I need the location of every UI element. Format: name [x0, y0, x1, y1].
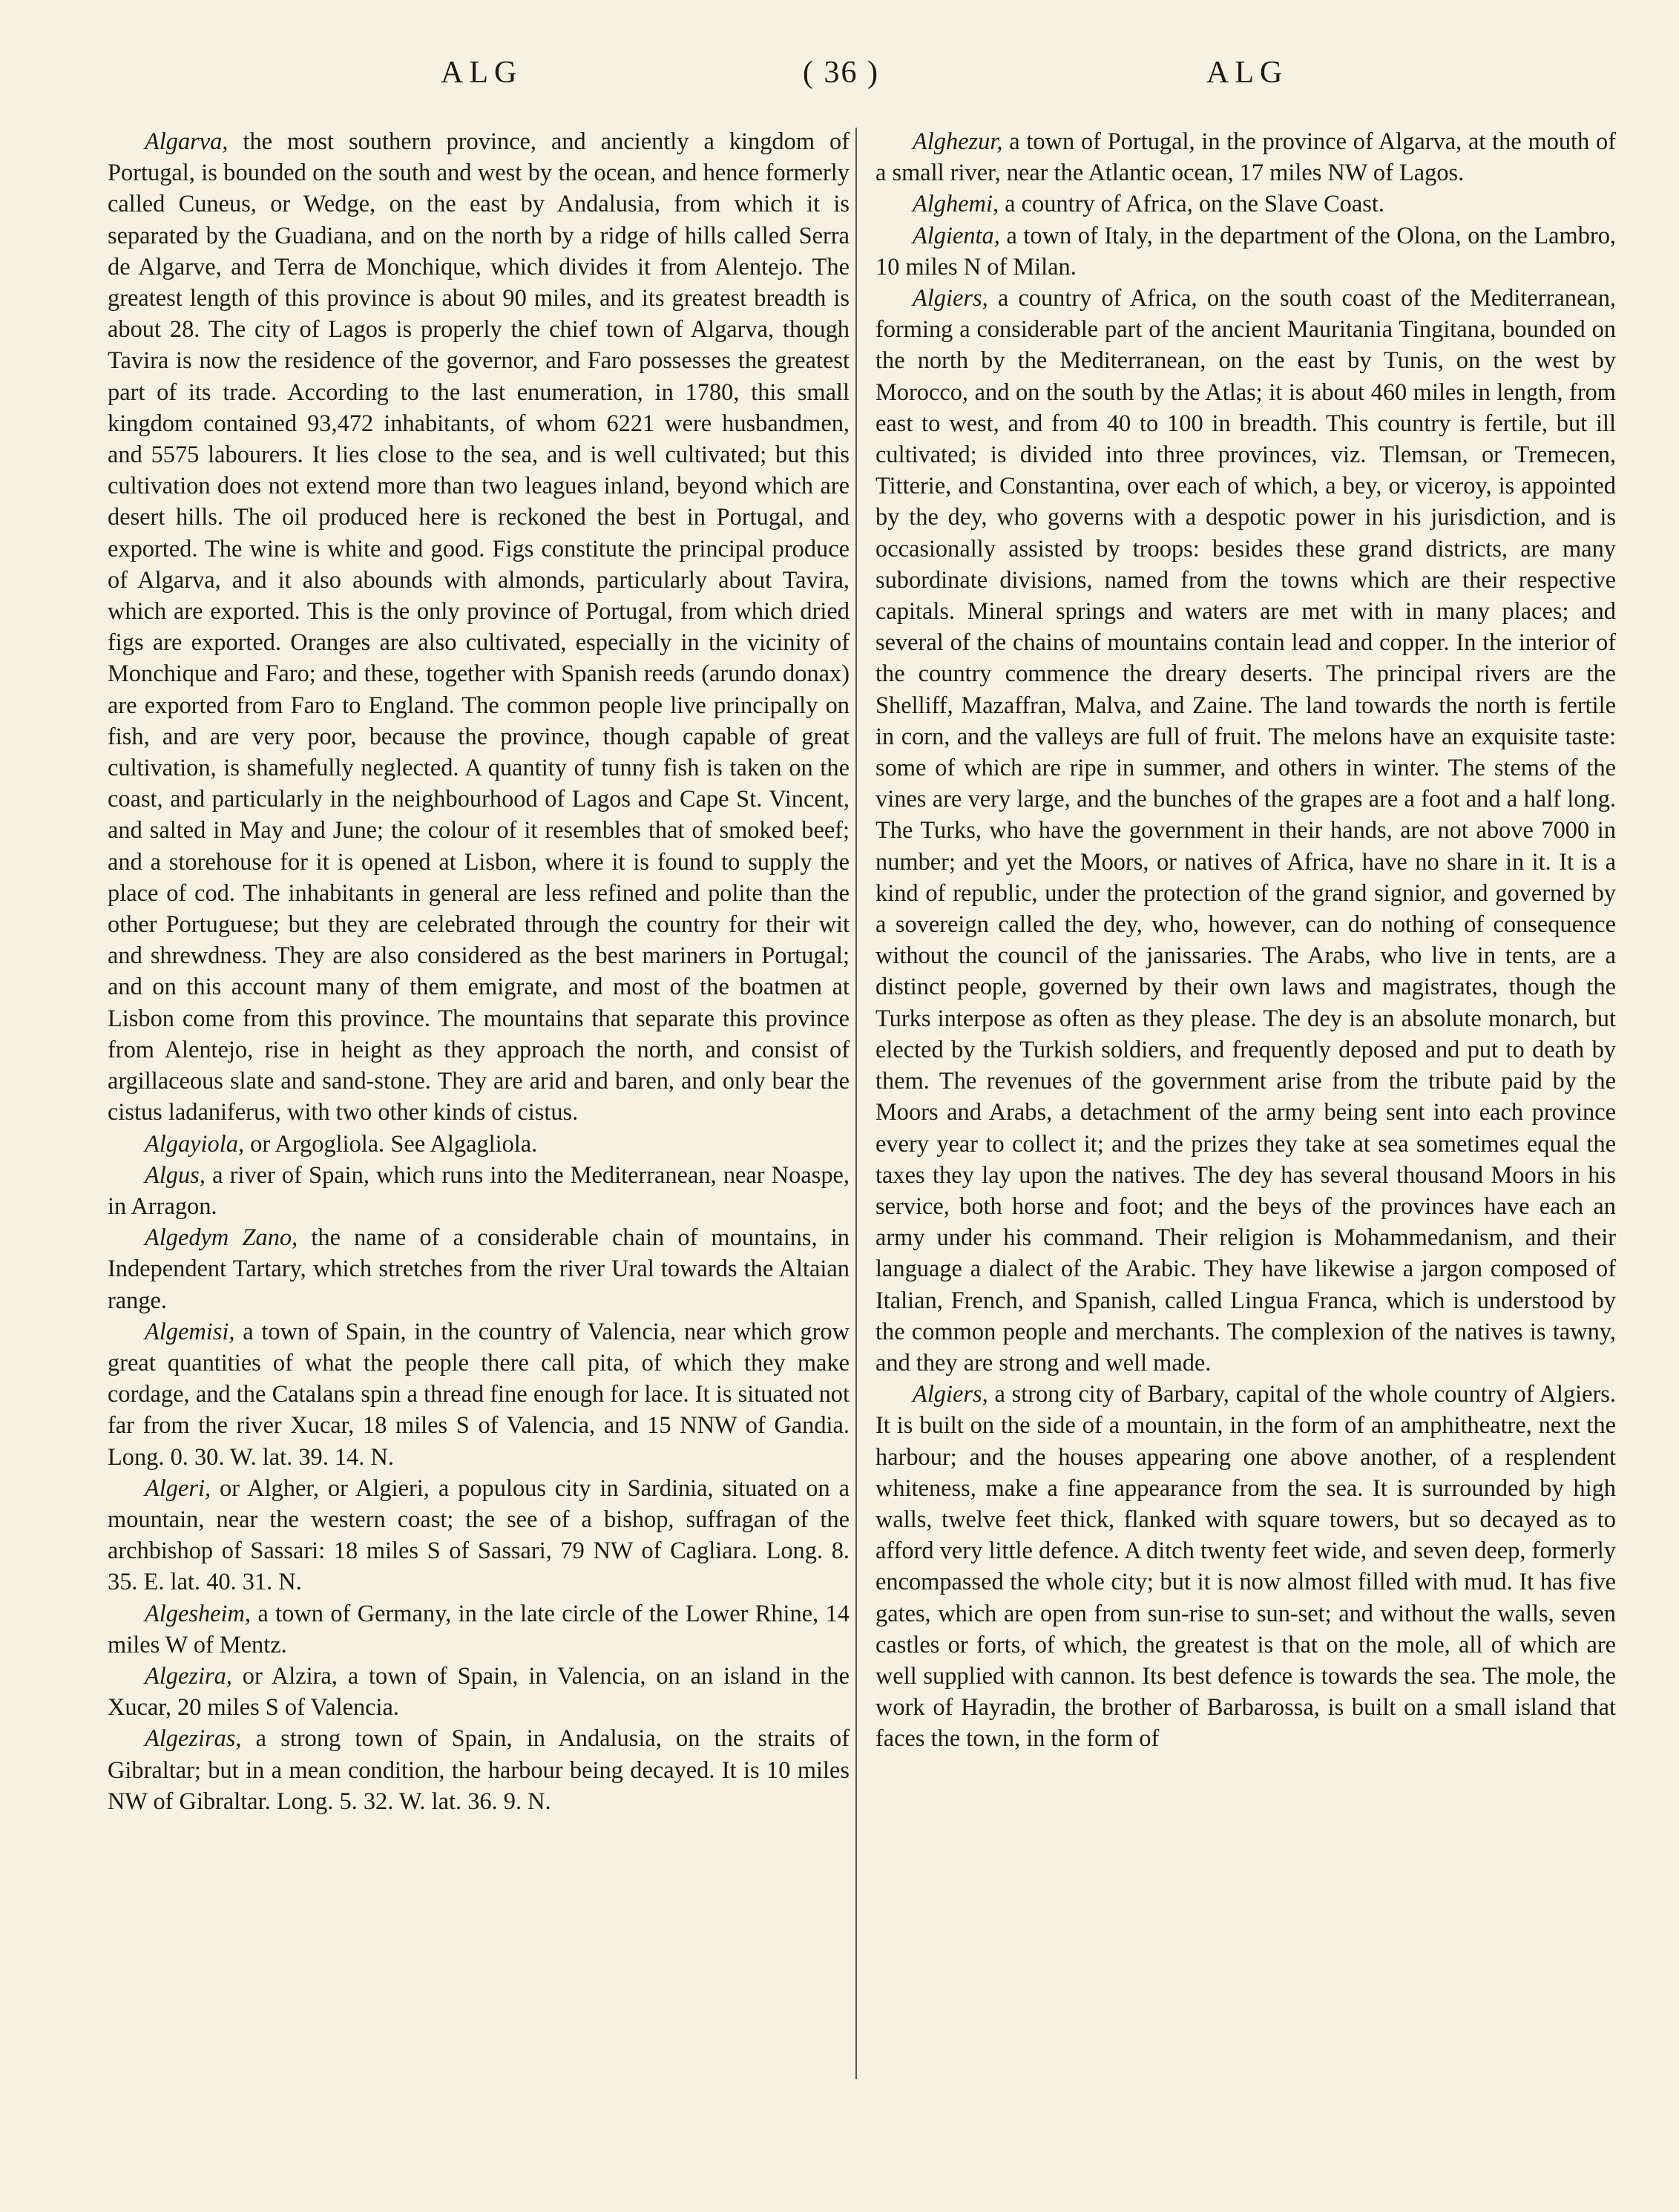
entry-text: or Argogliola. See Algagliola. — [244, 1130, 538, 1158]
entry-text: a town of Portugal, in the province of Algarva, at the mouth of a small river, near the Atlantic ocean, 17 miles NW of Lagos. — [875, 128, 1616, 187]
headword: Alghezur, — [913, 128, 1003, 155]
entry-text: a strong city of Barbary, capital of the whole country of Algiers. It is built on the side of a mountain, in the form of an amphitheatre, next the harbour; and the houses appearing one above another, of a resplendent whiteness, make a fine appearance from the sea. It is surrounded by high walls, twelve feet thick, flanked with square towers, but so decayed as to afford very little defence. A ditch twenty feet wide, and seven deep, formerly encompassed the whole city; but it is now almost filled with mud. It has five gates, which are open from sun-rise to sun-set; and without the walls, seven castles or forts, of which, the greatest is that on the mole, all of which are well supplied with cannon. Its best defence is towards the sea. The mole, the work of Hayradin, the brother of Barbarossa, is built on a small island that faces the town, in the form of — [875, 1381, 1616, 1753]
headword: Algiers, — [913, 285, 988, 312]
entry-algiers-country — [875, 283, 1616, 1379]
headword: Algienta, — [913, 222, 1000, 249]
entry-text: a country of Africa, on the Slave Coast. — [999, 191, 1384, 218]
entry-algiers-city — [875, 1379, 1616, 1754]
entry-algienta — [875, 220, 1616, 283]
entry-alghemi — [875, 188, 1616, 220]
running-head-right: ALG — [1206, 56, 1289, 90]
entry-algarva — [108, 126, 850, 1129]
column-divider — [855, 128, 857, 2079]
entry-algesheim — [108, 1598, 850, 1661]
headword: Algeziras, — [145, 1725, 242, 1753]
right-column — [875, 126, 1616, 1755]
entry-algeri — [108, 1473, 850, 1598]
entry-algeziras — [108, 1723, 850, 1817]
headword: Algayiola, — [145, 1130, 245, 1158]
entry-algus — [108, 1160, 850, 1222]
headword: Algezira, — [145, 1662, 232, 1690]
entry-text: the most southern province, and anciently a kingdom of Portugal, is bounded on the south and west by the ocean, and hence formerly called Cuneus, or Wedge, on the east by Andalusia, from which it is separated by the Guadiana, and on the north by a ridge of hills called Serra de Algarve, and Terra de Monchique, which divides it from Alentejo. The greatest length of this province is about 90 miles, and its greatest breadth is about 28. The city of Lagos is properly the chief town of Algarva, though Tavira is now the residence of the governor, and Faro possesses the greatest part of its trade. According to the last enumeration, in 1780, this small kingdom contained 93,472 inhabitants, of whom 6221 were husbandmen, and 5575 labourers. It lies close to the sea, and is well cultivated; but this cultivation does not extend more than two leagues inland, beyond which are desert hills. The oil produced here is reckoned the best in Portugal, and exported. The wine is white and good. Figs constitute the principal produce of Algarva, and it also abounds with almonds, particularly about Tavira, which are exported. This is the only province of Portugal, from which dried figs are exported. Oranges are also cultivated, especially in the vicinity of Monchique and Faro; and these, together with Spanish reeds (arundo donax) are exported from Faro to England. The common people live principally on fish, and are very poor, because the province, though capable of great cultivation, is shamefully neglected. A quantity of tunny fish is taken on the coast, and particularly in the neighbourhood of Lagos and Cape St. Vincent, and salted in May and June; the colour of it resembles that of smoked beef; and a storehouse for it is opened at Lisbon, where it is found to supply the place of cod. The inhabitants in general are less refined and polite than the other Portuguese; but they are celebrated through the country for their wit and shrewdness. They are also considered as the best mariners in Portugal; and on this account many of them emigrate, and most of the boatmen at Lisbon come from this province. The mountains that separate this province from Alentejo, rise in height as they approach the north, and consist of argillaceous slate and sand-stone. They are arid and baren, and only bear the cistus ladaniferus, with two other kinds of cistus. — [108, 128, 850, 1126]
entry-text: a town of Germany, in the late circle of the Lower Rhine, 14 miles W of Mentz. — [108, 1600, 850, 1658]
entry-text: the name of a considerable chain of mountains, in Independent Tartary, which stretches from the river Ural towards the Altaian range. — [108, 1224, 850, 1314]
entry-alghezur — [875, 126, 1616, 188]
headword: Algus, — [145, 1161, 206, 1189]
entry-text: a town of Spain, in the country of Valencia, near which grow great quantities of what the people there call pita, of which they make cordage, and the Catalans spin a thread fine enough for lace. It is situated not far from the river Xucar, 18 miles S of Valencia, and 15 NNW of Gandia. Long. 0. 30. W. lat. 39. 14. N. — [108, 1318, 850, 1471]
page-number: ( 36 ) — [803, 56, 879, 90]
entry-text: a town of Italy, in the department of the Olona, on the Lambro, 10 miles N of Milan. — [875, 222, 1616, 280]
headword: Alghemi, — [913, 191, 999, 218]
left-column — [108, 126, 850, 1817]
entry-algayiola — [108, 1129, 850, 1160]
entry-algemisi — [108, 1316, 850, 1473]
entry-algezira — [108, 1661, 850, 1723]
headword: Algemisi, — [145, 1318, 235, 1345]
entry-text: or Alzira, a town of Spain, in Valencia, on an island in the Xucar, 20 miles S of Valencia. — [108, 1662, 850, 1722]
entry-algedym-zano — [108, 1222, 850, 1316]
entry-text: a strong town of Spain, in Andalusia, on the straits of Gibraltar; but in a mean condition, the harbour being decayed. It is 10 miles NW of Gibraltar. Long. 5. 32. W. lat. 36. 9. N. — [108, 1725, 850, 1815]
entry-text: a country of Africa, on the south coast of the Mediterranean, forming a considerable part of the ancient Mauritania Tingitana, bounded on the north by the Mediterranean, on the east by Tunis, on the west by Morocco, and on the south by the Atlas; it is about 460 miles in length, from east to west, and from 40 to 100 in breadth. This country is fertile, but ill cultivated; is divided into three provinces, viz. Tlemsan, or Tremecen, Titterie, and Constantina, over each of which, a bey, or viceroy, is appointed by the dey, who governs with a despotic power in his jurisdiction, and is occasionally assisted by troops: besides these grand districts, are many subordinate divisions, named from the towns which are their respective capitals. Mineral springs and waters are met with in many places; and several of the chains of mountains contain lead and copper. In the interior of the country commence the dreary deserts. The principal rivers are the Shelliff, Mazaffran, Malva, and Zaine. The land towards the north is fertile in corn, and the valleys are full of fruit. The melons have an exquisite taste: some of which are ripe in summer, and others in winter. The stems of the vines are very large, and the bunches of the grapes are a foot and a half long. The Turks, who have the government in their hands, are not above 7000 in number; and yet the Moors, or natives of Africa, have no share in it. It is a kind of republic, under the protection of the grand signior, and governed by a sovereign called the dey, who, however, can do nothing of consequence without the council of the janissaries. The Arabs, who live in tents, are a distinct people, governed by their own laws and magistrates, though the Turks interpose as often as they please. The dey is an absolute monarch, but elected by the Turkish soldiers, and frequently deposed and put to death by them. The revenues of the government arise from the tribute paid by the Moors and Arabs, a detachment of the army being sent into each province every year to collect it; and the prizes they take at sea sometimes equal the taxes they lay upon the natives. The dey has several thousand Moors in his service, both horse and foot; and the beys of the provinces have each an army under his command. Their religion is Mohammedanism, and their language a dialect of the Arabic. They have likewise a jargon composed of Italian, French, and Spanish, called Lingua Franca, which is understood by the common people and merchants. The complexion of the natives is tawny, and they are strong and well made. — [875, 285, 1616, 1376]
entry-text: a river of Spain, which runs into the Mediterranean, near Noaspe, in Arragon. — [108, 1161, 850, 1220]
headword: Algesheim, — [145, 1600, 252, 1627]
running-head-left: ALG — [441, 56, 523, 90]
headword: Algeri, — [145, 1474, 211, 1502]
entry-text: or Algher, or Algieri, a populous city in Sardinia, situated on a mountain, near the western coast; the see of a bishop, suffragan of the archbishop of Sassari: 18 miles S of Sassari, 79 NW of Cagliara. Long. 8. 35. E. lat. 40. 31. N. — [108, 1474, 850, 1596]
headword: Algiers, — [913, 1381, 988, 1408]
headword: Algedym Zano, — [145, 1224, 298, 1252]
headword: Algarva, — [145, 128, 229, 155]
